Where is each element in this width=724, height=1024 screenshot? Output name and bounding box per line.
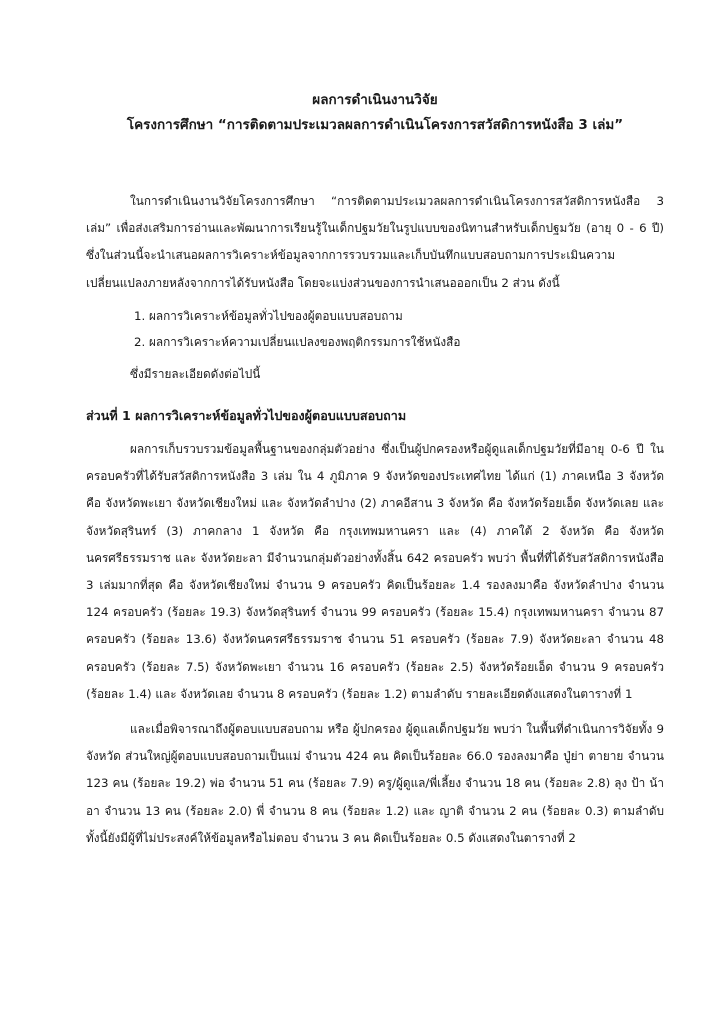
document-title: ผลการดำเนินงานวิจัย [312, 92, 438, 108]
list-item: 1. ผลการวิเคราะห์ข้อมูลทั่วไปของผู้ตอบแบบสอบถาม [149, 303, 664, 329]
intro-paragraph: ในการดำเนินงานวิจัยโครงการศึกษา “การติดตามประเมวลผลการดำเนินโครงการสวัสดิการหนังสือ 3 เล่ม” เพื่อส่งเสริมการอ่านและพัฒนาการเรียนรู้ในเด็กปฐมวัยในรูปแบบของนิทานสำหรับเด็กปฐมวัย (อายุ 0 - 6 ปี) ซึ่งในส่วนนี้จะนำเสนอผลการวิเคราะห์ข้อมูลจากการรวบรวมและเก็บบันทึกแบบสอบถามการประเมินความเปลี่ยนแปลงภายหลังจากการได้รับหนังสือ โดยจะแบ่งส่วนของการนำเสนอออกเป็น 2 ส่วน ดังนี้ [86, 194, 664, 290]
section-list [86, 303, 664, 355]
document-subtitle: โครงการศึกษา “การติดตามประเมวลผลการดำเนินโครงการสวัสดิการหนังสือ 3 เล่ม” [126, 117, 624, 133]
list-item: 2. ผลการวิเคราะห์ความเปลี่ยนแปลงของพฤติกรรมการใช้หนังสือ [149, 329, 664, 355]
list-followup-text: ซึ่งมีรายละเอียดดังต่อไปนี้ [130, 366, 261, 381]
body-paragraph: และเมื่อพิจารณาถึงผู้ตอบแบบสอบถาม หรือ ผู้ปกครอง ผู้ดูแลเด็กปฐมวัย พบว่า ในพื้นที่ดำเนินการวิจัยทั้ง 9 จังหวัด ส่วนใหญ่ผู้ตอบแบบสอบถามเป็นแม่ จำนวน 424 คน คิดเป็นร้อยละ 66.0 รองลงมาคือ ปู่ย่า ตายาย จำนวน 123 คน (ร้อยละ 19.2) พ่อ จำนวน 51 คน (ร้อยละ 7.9) ครู/ผู้ดูแล/พี่เลี้ยง จำนวน 18 คน (ร้อยละ 2.8) ลุง ป้า น้า อา จำนวน 13 คน (ร้อยละ 2.0) พี่ จำนวน 8 คน (ร้อยละ 1.2) และ ญาติ จำนวน 2 คน (ร้อยละ 0.3) ตามลำดับ ทั้งนี้ยังมีผู้ที่ไม่ประสงค์ให้ข้อมูลหรือไม่ตอบ จำนวน 3 คน คิดเป็นร้อยละ 0.5 ดังแสดงในตารางที่ 2 [86, 722, 664, 845]
body-paragraph: ผลการเก็บรวบรวมข้อมูลพื้นฐานของกลุ่มตัวอย่าง ซึ่งเป็นผู้ปกครองหรือผู้ดูแลเด็กปฐมวัยที่มีอายุ 0-6 ปี ในครอบครัวที่ได้รับสวัสดิการหนังสือ 3 เล่ม ใน 4 ภูมิภาค 9 จังหวัดของประเทศไทย ได้แก่ (1) ภาคเหนือ 3 จังหวัด คือ จังหวัดพะเยา จังหวัดเชียงใหม่ และ จังหวัดลำปาง (2) ภาคอีสาน 3 จังหวัด คือ จังหวัดร้อยเอ็ด จังหวัดเลย และ จังหวัดสุรินทร์ (3) ภาคกลาง 1 จังหวัด คือ กรุงเทพมหานครา และ (4) ภาคใต้ 2 จังหวัด คือ จังหวัดนครศรีธรรมราช และ จังหวัดยะลา มีจำนวนกลุ่มตัวอย่างทั้งสิ้น 642 ครอบครัว พบว่า พื้นที่ที่ได้รับสวัสดิการหนังสือ 3 เล่มมากที่สุด คือ จังหวัดเชียงใหม่ จำนวน 9 ครอบครัว คิดเป็นร้อยละ 1.4 รองลงมาคือ จังหวัดลำปาง จำนวน 124 ครอบครัว (ร้อยละ 19.3) จังหวัดสุรินทร์ จำนวน 99 ครอบครัว (ร้อยละ 15.4) กรุงเทพมหานครา จำนวน 87 ครอบครัว (ร้อยละ 13.6) จังหวัดนครศรีธรรมราช จำนวน 51 ครอบครัว (ร้อยละ 7.9) จังหวัดยะลา จำนวน 48 ครอบครัว (ร้อยละ 7.5) จังหวัดพะเยา จำนวน 16 ครอบครัว (ร้อยละ 2.5) จังหวัดร้อยเอ็ด จำนวน 9 ครอบครัว (ร้อยละ 1.4) และ จังหวัดเลย จำนวน 8 ครอบครัว (ร้อยละ 1.2) ตามลำดับ รายละเอียดดังแสดงในตารางที่ 1 [86, 442, 664, 701]
section-heading: ส่วนที่ 1 ผลการวิเคราะห์ข้อมูลทั่วไปของผู้ตอบแบบสอบถาม [86, 408, 407, 424]
